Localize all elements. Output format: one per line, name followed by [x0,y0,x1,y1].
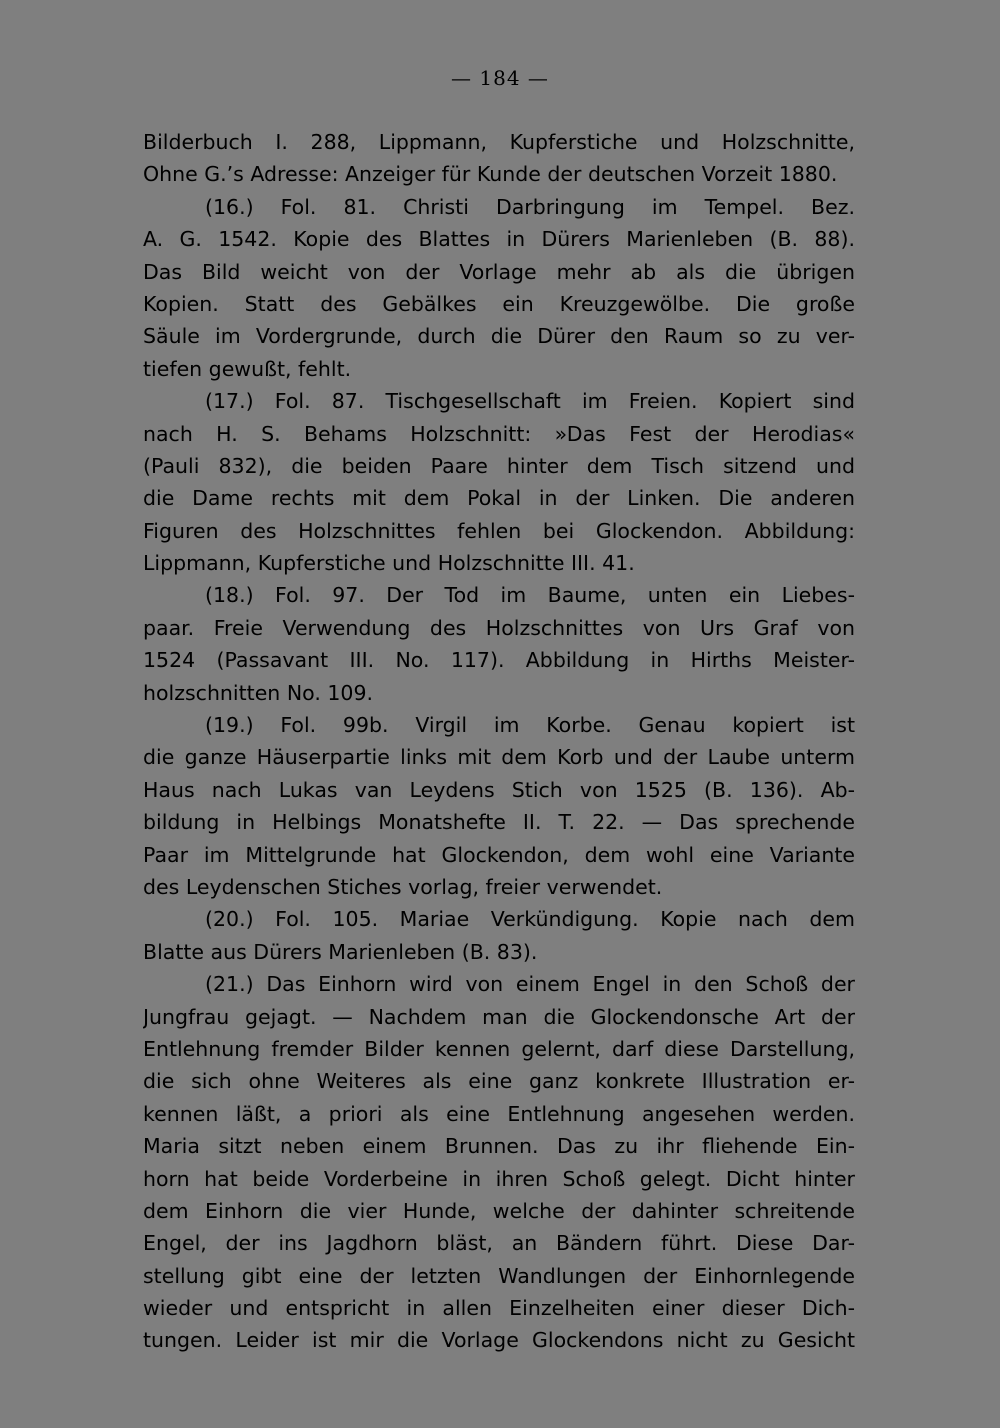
text-line: (19.) Fol. 99b. Virgil im Korbe. Genau kopiert ist [205,713,855,738]
text-line: A. G. 1542. Kopie des Blattes in Dürers Marienleben (B. 88). [143,227,855,252]
text-line: Blatte aus Dürers Marienleben (B. 83). [143,939,538,964]
text-line: Ohne G.’s Adresse: Anzeiger für Kunde der deutschen Vorzeit 1880. [143,162,838,187]
text-line: horn hat beide Vorderbeine in ihren Schoß gelegt. Dicht hinter [143,1166,855,1191]
text-line: Paar im Mittelgrunde hat Glockendon, dem wohl eine Variante [143,842,855,867]
text-line: die ganze Häuserpartie links mit dem Korb und der Laube unterm [143,745,855,770]
text-line: paar. Freie Verwendung des Holzschnittes von Urs Graf von [143,615,855,640]
text-line: Kopien. Statt des Gebälkes ein Kreuzgewölbe. Die große [143,291,855,316]
text-line: Lippmann, Kupferstiche und Holzschnitte III. 41. [143,551,635,576]
text-line: Maria sitzt neben einem Brunnen. Das zu ihr fliehende Ein- [143,1134,855,1159]
text-line: (17.) Fol. 87. Tischgesellschaft im Freien. Kopiert sind [205,389,855,414]
text-line: des Leydenschen Stiches vorlag, freier verwendet. [143,874,663,899]
text-line: nach H. S. Behams Holzschnitt: »Das Fest der Herodias« [143,421,855,446]
text-line: (21.) Das Einhorn wird von einem Engel in den Schoß der [205,972,855,997]
text-line: (18.) Fol. 97. Der Tod im Baume, unten ein Liebes- [205,583,855,608]
text-line: holzschnitten No. 109. [143,680,374,705]
text-line: Bilderbuch I. 288, Lippmann, Kupferstiche und Holzschnitte, [143,130,855,154]
text-line: (Pauli 832), die beiden Paare hinter dem Tisch sitzend und [143,453,855,478]
text-line: Engel, der ins Jagdhorn bläst, an Bändern führt. Diese Dar- [143,1231,855,1256]
text-line: Figuren des Holzschnittes fehlen bei Glockendon. Abbildung: [143,518,855,543]
text-line: die sich ohne Weiteres als eine ganz konkrete Illustration er- [143,1069,855,1094]
text-line: Haus nach Lukas van Leydens Stich von 1525 (B. 136). Ab- [143,777,855,802]
text-line: tiefen gewußt, fehlt. [143,356,352,381]
text-line: (20.) Fol. 105. Mariae Verkündigung. Kopie nach dem [205,907,855,932]
text-line: Das Bild weicht von der Vorlage mehr ab als die übrigen [143,259,855,284]
text-line: Jungfrau gejagt. — Nachdem man die Glockendonsche Art der [143,1004,855,1029]
text-line: die Dame rechts mit dem Pokal in der Linken. Die anderen [143,486,855,511]
text-line: bildung in Helbings Monatshefte II. T. 22. — Das sprechende [143,810,855,835]
text-line: Säule im Vordergrunde, durch die Dürer den Raum so zu ver- [143,324,855,349]
text-line: (16.) Fol. 81. Christi Darbringung im Tempel. Bez. [205,194,855,219]
text-line: stellung gibt eine der letzten Wandlungen der Einhornlegende [143,1263,855,1288]
text-line: 1524 (Passavant III. No. 117). Abbildung in Hirths Meister- [143,648,855,673]
text-line: wieder und entspricht in allen Einzelheiten einer dieser Dich- [143,1296,855,1321]
page-number-header: — 184 — [451,66,549,90]
text-line: Entlehnung fremder Bilder kennen gelernt, darf diese Darstellung, [143,1036,855,1061]
text-line: tungen. Leider ist mir die Vorlage Glockendons nicht zu Gesicht [143,1328,855,1353]
body-text [143,126,855,1357]
text-line: dem Einhorn die vier Hunde, welche der dahinter schreitende [143,1198,855,1223]
text-line: kennen läßt, a priori als eine Entlehnung angesehen werden. [143,1101,855,1126]
